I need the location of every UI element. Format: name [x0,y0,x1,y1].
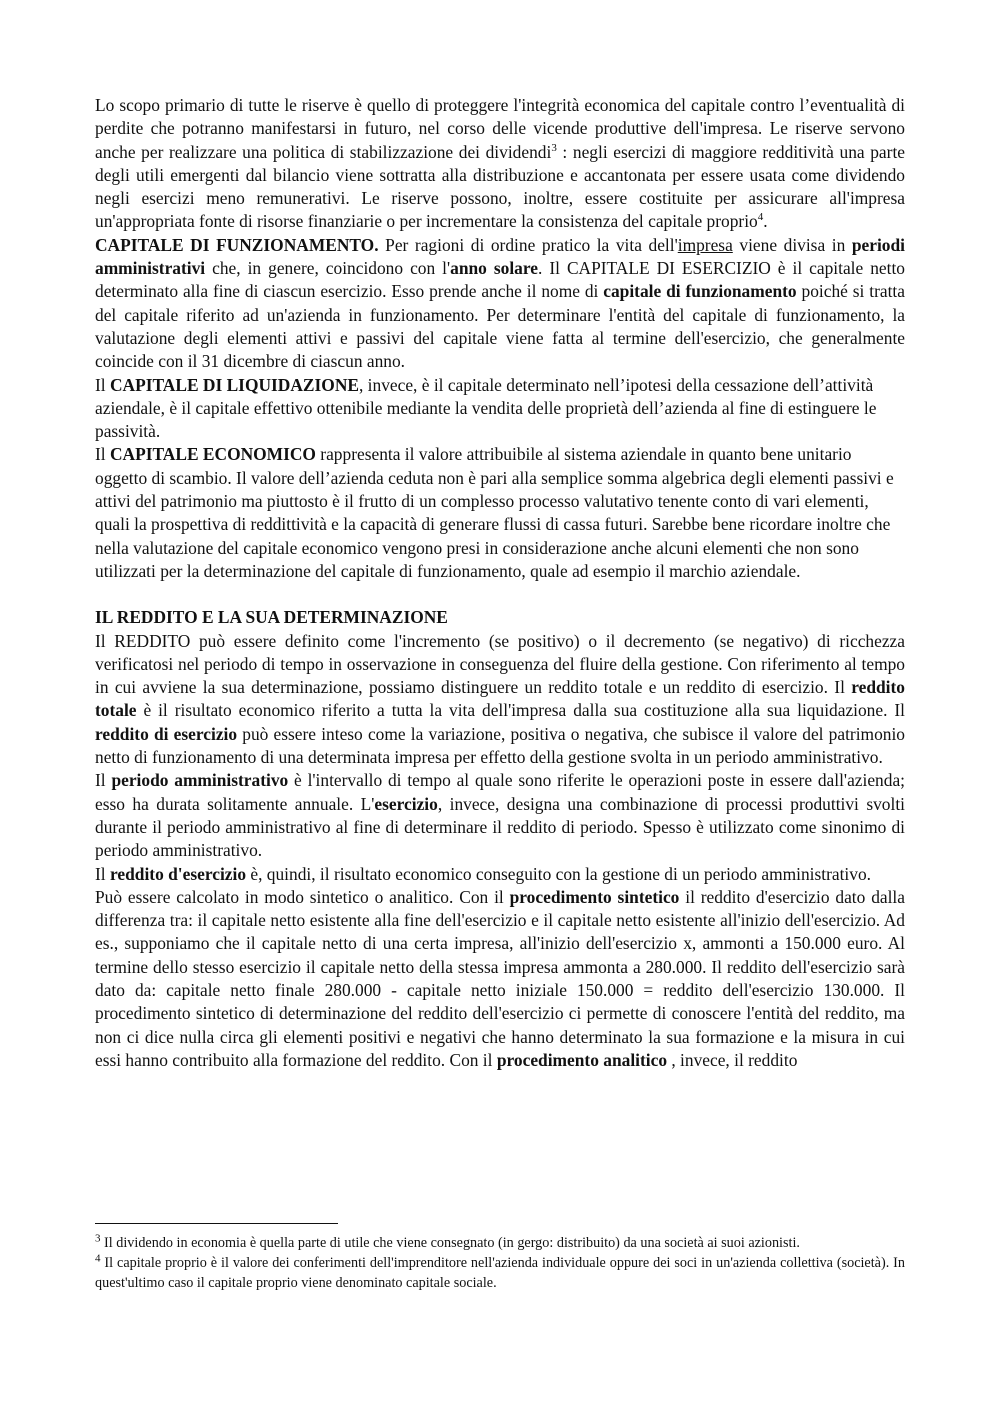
term-procedimento-analitico: procedimento analitico [496,1049,668,1070]
footnote-separator [95,1223,338,1224]
footnote-3 [95,1233,905,1253]
footnote-ref-4[interactable]: 4 [757,211,764,224]
footnote-mark: 3 [95,1232,101,1245]
footnote-mark: 4 [95,1252,101,1265]
footnote-4 [95,1253,905,1293]
paragraph-periodo-amministrativo: Il periodo amministrativo è l'intervallo di tempo al quale sono riferite le operazioni poste in essere dall'azienda; esso ha durata solitamente annuale. L'esercizio, invece, designa una combinazione di processi produttivi svolti durante il periodo amministrativo al fine di determinare il reddito di periodo. Spesso è utilizzato come sinonimo di periodo amministrativo. [95,770,905,861]
term-periodi-amministrativi: periodi amministrativi [95,234,905,279]
paragraph-reddito: Il REDDITO può essere definito come l'incremento (se positivo) o il decremento (se negativo) di ricchezza verificatosi nel periodo di tempo in osservazione in conseguenza del fluire della gestione. Con riferimento al tempo in cui avviene la sua determinazione, possiamo distinguere un reddito totale e un reddito di esercizio. Il reddito totale è il risultato economico riferito a tutta la vita dell'impresa dalla sua costituzione alla sua liquidazione. Il reddito di esercizio può essere inteso come la variazione, positiva o negativa, che subisce il valore del patrimonio netto di funzionamento di una determinata impresa per effetto della gestione svolta in un periodo amministrativo. [95,630,905,768]
term-reddito-d-esercizio: reddito d'esercizio [109,863,247,884]
term-reddito-di-esercizio: reddito di esercizio [95,723,238,744]
paragraph-capitale-funzionamento: CAPITALE DI FUNZIONAMENTO. Per ragioni di ordine pratico la vita dell'impresa viene divisa in periodi amministrativi che, in genere, coincidono con l'anno solare. Il CAPITALE DI ESERCIZIO è il capitale netto determinato alla fine di ciascun esercizio. Esso prende anche il nome di capitale di funzionamento poiché si tratta del capitale riferito ad un'azienda in funzionamento. Per determinare l'entità del capitale di funzionamento, la valutazione degli elementi attivi e passivi del capitale viene fatta al termine dell'esercizio, che generalmente coincide con il 31 dicembre di ciascun anno. [95,234,905,372]
paragraph-capitale-economico: Il CAPITALE ECONOMICO rappresenta il valore attribuibile al sistema aziendale in quanto bene unitario oggetto di scambio. Il valore dell’azienda ceduta non è pari alla semplice somma algebrica degli elementi passivi e attivi del patrimonio ma piuttosto è il frutto di un complesso processo valutativo tenente conto di vari elementi, quali la prospettiva di reddittività e la capacità di generare flussi di cassa futuri. Sarebbe bene ricordare inoltre che nella valutazione del capitale economico vengono presi in considerazione anche alcuni elementi che non sono utilizzati per la determinazione del capitale di funzionamento, quale ad esempio il marchio aziendale. [95,444,894,581]
paragraph-capitale-liquidazione: Il CAPITALE DI LIQUIDAZIONE, invece, è il capitale determinato nell’ipotesi della cessazione dell’attività aziendale, è il capitale effettivo ottenibile mediante la vendita delle proprietà dell’azienda al fine di estinguere le passività. [95,374,877,442]
link-impresa[interactable]: impresa [677,234,733,255]
term-reddito-totale: reddito totale [95,677,905,721]
term-anno-solare: anno solare [450,258,538,279]
footnote-ref-3[interactable]: 3 [551,141,557,154]
term-capitale-economico: CAPITALE ECONOMICO [109,444,316,465]
paragraph-procedimento: Può essere calcolato in modo sintetico o analitico. Con il procedimento sintetico il reddito d'esercizio dato dalla differenza tra: il capitale netto esistente alla fine dell'esercizio e il capitale netto esistente all'inizio dell'esercizio. Ad es., supponiamo che il capitale netto di una certa impresa, all'inizio dell'esercizio x, ammonti a 150.000 euro. Al termine dello stesso esercizio il capitale netto della stessa impresa ammonta a 280.000. Il reddito dell'esercizio sarà dato da: capitale netto finale 280.000 - capitale netto iniziale 150.000 = reddito dell'esercizio 130.000. Il procedimento sintetico di determinazione del reddito dell'esercizio ci permette di conoscere l'entità del reddito, ma non ci dice nulla circa gli elementi positivi e negativi che hanno determinato la sua formazione e la misura in cui essi hanno contribuito alla formazione del reddito. Con il procedimento analitico , invece, il reddito [95,886,905,1070]
footnote-text: Il dividendo in economia è quella parte di utile che viene consegnato (in gergo: distribuito) da una società ai suoi azionisti. [100,1235,800,1251]
paragraph-reddito-esercizio: Il reddito d'esercizio è, quindi, il risultato economico conseguito con la gestione di un periodo amministrativo. [95,863,872,884]
term-capitale-di-funzionamento: capitale di funzionamento [603,281,797,302]
term-procedimento-sintetico: procedimento sintetico [509,886,680,907]
term-capitale-funzionamento-heading: CAPITALE DI FUNZIONAMENTO. [95,234,379,255]
spacer [95,583,905,606]
footnote-text: Il capitale proprio è il valore dei conferimenti dell'imprenditore nell'azienda individuale oppure dei soci in un'azienda collettiva (società). In quest'ultimo caso il capitale proprio viene denominato capitale sociale. [95,1255,905,1291]
footnotes [95,1233,905,1293]
term-periodo-amministrativo: periodo amministrativo [111,770,289,791]
term-capitale-liquidazione: CAPITALE DI LIQUIDAZIONE [109,374,359,395]
paragraph-riserve: Lo scopo primario di tutte le riserve è quello di proteggere l'integrità economica del capitale contro l’eventualità di perdite che potranno manifestarsi in futuro, nel corso delle vicende produttive dell'impresa. Le riserve servono anche per realizzare una politica di stabilizzazione dei dividendi$^3$ : negli esercizi di maggiore redditività una parte degli utili emergenti dal bilancio viene sottratta alla distribuzione e accantonata per essere usata come dividendo negli esercizi meno remunerativi. Le riserve possono, inoltre, essere costituite per assicurare all'impresa un'appropriata fonte di risorse finanziarie o per incrementare la consistenza del capitale proprio$^4$. [95,95,905,232]
document-body [95,94,905,1072]
section-heading: IL REDDITO E LA SUA DETERMINAZIONE [95,607,448,628]
term-esercizio: esercizio [374,793,438,814]
